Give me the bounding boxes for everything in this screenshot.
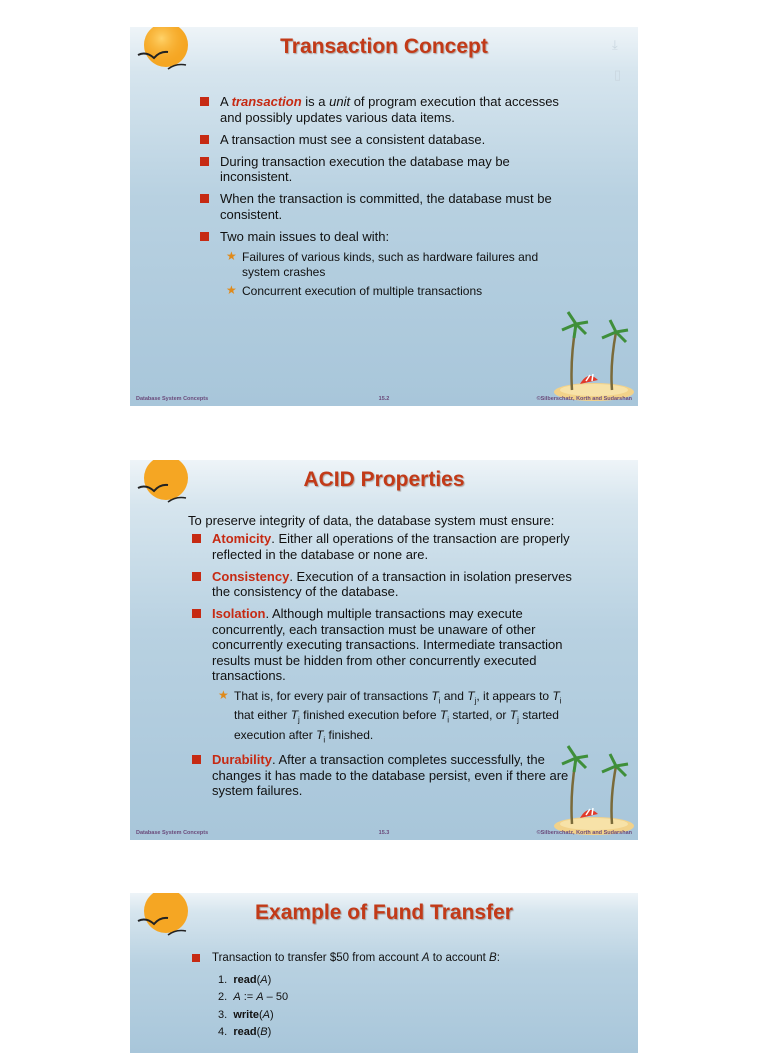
bullet-item: Transaction to transfer $50 from account A to account B: 1. read(A) 2. A := A – 50 3. write(A) 4. read(B) [192, 951, 592, 1042]
bullet-square [200, 97, 209, 106]
slide-title: Example of Fund Transfer [255, 901, 513, 924]
island-palm-tree-icon [550, 304, 636, 404]
step-item: 3. write(A) [218, 1008, 274, 1021]
slide-acid-properties [130, 460, 638, 840]
sub-bullet-item: ★ That is, for every pair of transactions $T_i$ and $T_j$, it appears to $T_i$ that either $T_j$ finished execution before $T_i$ started, or $T_j$ started execution after $T_i$ finished. [218, 688, 562, 745]
sub-bullet-item: ★ Failures of various kinds, such as hardware failures and system crashes [226, 248, 539, 279]
slide-footer: Database System Concepts 15.3 ©Silberschatz, Korth and Sudarshan [136, 830, 632, 836]
star-icon: ★ [226, 248, 237, 263]
bullet-item: When the transaction is committed, the database must be consistent. [200, 191, 560, 222]
slide-title: ACID Properties [303, 468, 465, 491]
bullet-list [192, 951, 592, 1042]
sub-bullet-list [200, 250, 556, 299]
bullet-item: A transaction must see a consistent database. [200, 132, 560, 148]
bullet-item: During transaction execution the database may be inconsistent. [200, 154, 560, 185]
step-item: 4. read(B) [218, 1026, 272, 1038]
star-icon: ★ [226, 282, 237, 297]
sub-bullet-item: ★ Concurrent execution of multiple transactions [226, 282, 483, 298]
step-item: 2. A := A – 50 [218, 991, 289, 1003]
slide-fund-transfer [130, 893, 638, 1053]
step-item: 1. read(A) [218, 973, 272, 986]
island-palm-tree-icon [550, 738, 636, 838]
slide-transaction-concept [130, 27, 638, 406]
bullet-item-consistency: Consistency. Execution of a transaction in isolation preserves the consistency of the database. [192, 569, 572, 600]
download-icon[interactable]: ⤓ [612, 37, 618, 52]
bullet-item: A transaction is a unit of program execution that accesses and possibly updates various data items. [200, 94, 560, 125]
bullet-list [192, 531, 572, 805]
bullet-list [200, 94, 560, 304]
bullet-item-atomicity: Atomicity. Either all operations of the transaction are properly reflected in the database or none are. [192, 531, 572, 562]
star-icon: ★ [218, 688, 229, 702]
step-list [218, 972, 592, 1042]
bullet-item-isolation: Isolation. Although multiple transactions may execute concurrently, each transaction must be unaware of other concurrently executing transactions. Intermediate transaction results must be hidden from other concurrently executed transactions. [192, 606, 572, 684]
slide-footer: Database System Concepts 15.2 ©Silberschatz, Korth and Sudarshan [136, 396, 632, 402]
bullet-item-durability: Durability. After a transaction completes successfully, the changes it has made to the database persist, even if there are system failures. [192, 752, 572, 799]
slide-title: Transaction Concept [280, 35, 488, 58]
sub-bullet-list [192, 689, 572, 747]
intro-text: To preserve integrity of data, the database system must ensure: [188, 513, 555, 528]
bookmark-icon[interactable]: ▯ [614, 67, 622, 82]
bullet-item: Two main issues to deal with: [200, 229, 560, 245]
